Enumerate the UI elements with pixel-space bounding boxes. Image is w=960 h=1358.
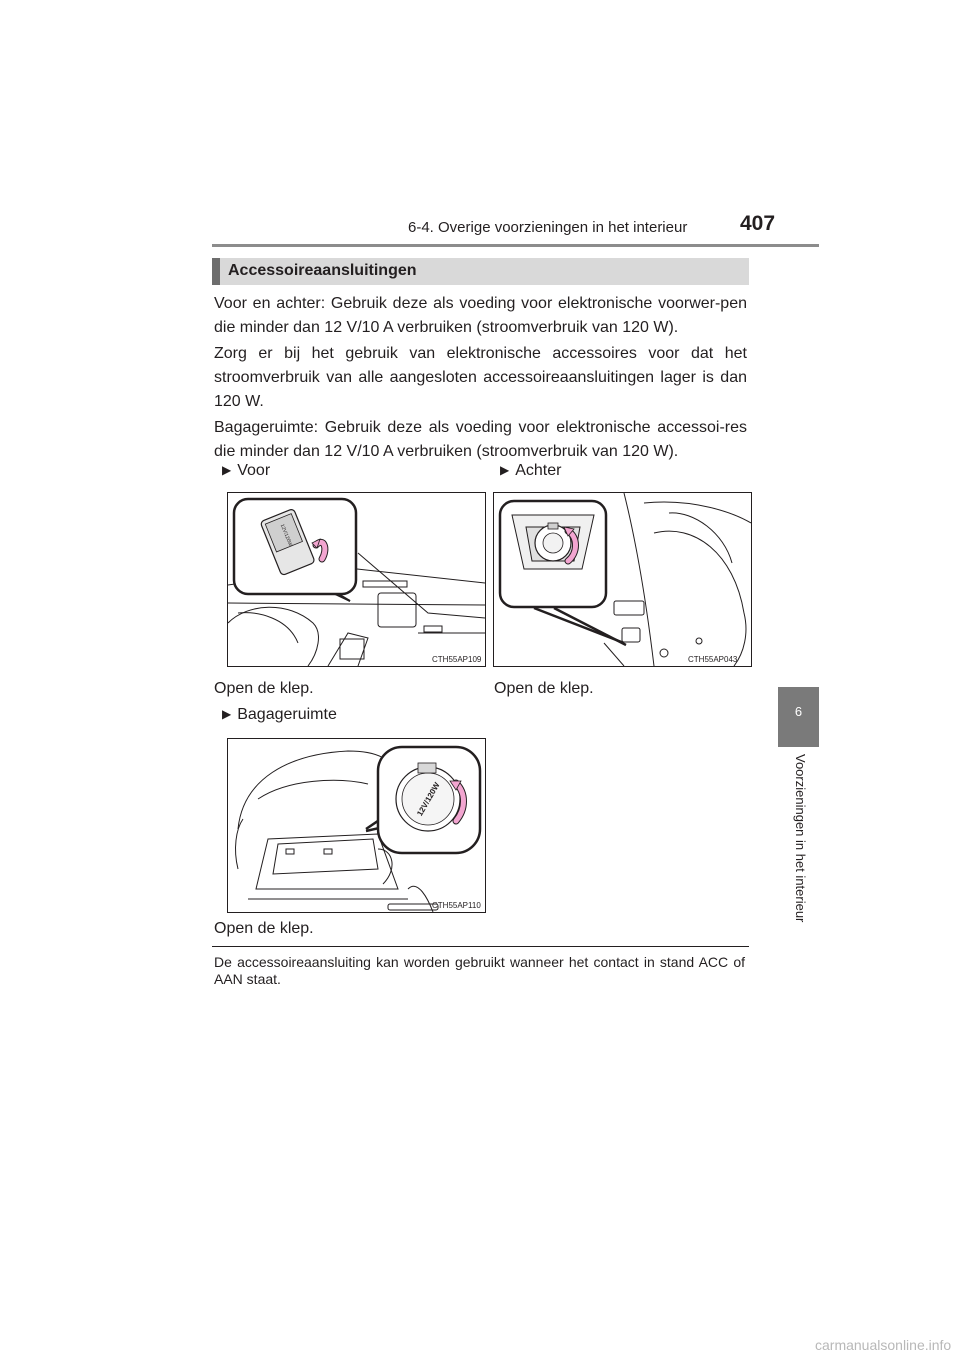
running-header-section: 6-4. Overige voorzieningen in het interieur	[408, 219, 688, 236]
figure-code: CTH55AP043	[688, 655, 738, 664]
caption-front: Open de klep.	[214, 680, 314, 697]
rear-console-illustration	[494, 493, 751, 666]
note-rule	[212, 946, 749, 947]
front-outlet-label: 12V/120W	[278, 523, 294, 548]
luggage-compartment-illustration	[228, 739, 485, 912]
page-number: 407	[740, 212, 776, 235]
header-rule	[212, 244, 819, 247]
figure-front-outlet	[227, 492, 486, 667]
luggage-outlet-label: 12V/120W	[415, 780, 442, 818]
figure-code: CTH55AP109	[432, 655, 482, 664]
caption-rear: Open de klep.	[494, 680, 594, 697]
watermark: carmanualsonline.info	[815, 1337, 952, 1353]
front-dashboard-illustration	[228, 493, 485, 666]
subheading-luggage-label: Bagageruimte	[237, 706, 337, 723]
triangle-bullet-icon: ▶	[222, 707, 232, 721]
note-text: De accessoireaansluiting kan worden gebruikt wanneer het contact in stand ACC of AAN staat.	[214, 954, 745, 987]
paragraph-luggage: Bagageruimte: Gebruik deze als voeding voor elektronische accessoi-res die minder dan 12 V/10 A verbruiken (stroomverbruik van 120 W).	[214, 419, 747, 460]
section-heading-marker	[212, 258, 220, 285]
figure-rear-outlet	[493, 492, 752, 667]
paragraph-front-rear: Voor en achter: Gebruik deze als voeding voor elektronische voorwer-pen die minder dan 12 V/10 A verbruiken (stroomverbruik van 120 W).	[214, 295, 747, 336]
chapter-tab-number: 6	[794, 704, 803, 719]
triangle-bullet-icon: ▶	[222, 463, 232, 477]
figure-code: CTH55AP110	[432, 901, 481, 910]
section-title: Accessoireaansluitingen	[228, 262, 417, 279]
chapter-side-title	[784, 754, 814, 974]
subheading-rear	[500, 462, 561, 480]
triangle-bullet-icon: ▶	[500, 463, 510, 477]
subheading-rear-label: Achter	[515, 462, 562, 479]
subheading-front-label: Voor	[237, 462, 271, 479]
subheading-front	[222, 462, 270, 480]
caption-luggage: Open de klep.	[214, 920, 314, 937]
paragraph-power-limit: Zorg er bij het gebruik van elektronische accessoires voor dat het stroomverbruik van alle aangesloten accessoireaansluitingen lager is dan 120 W.	[214, 345, 747, 410]
figure-luggage-outlet	[227, 738, 486, 913]
subheading-luggage	[222, 706, 337, 724]
chapter-side-title-text: Voorzieningen in het interieur	[793, 754, 808, 923]
